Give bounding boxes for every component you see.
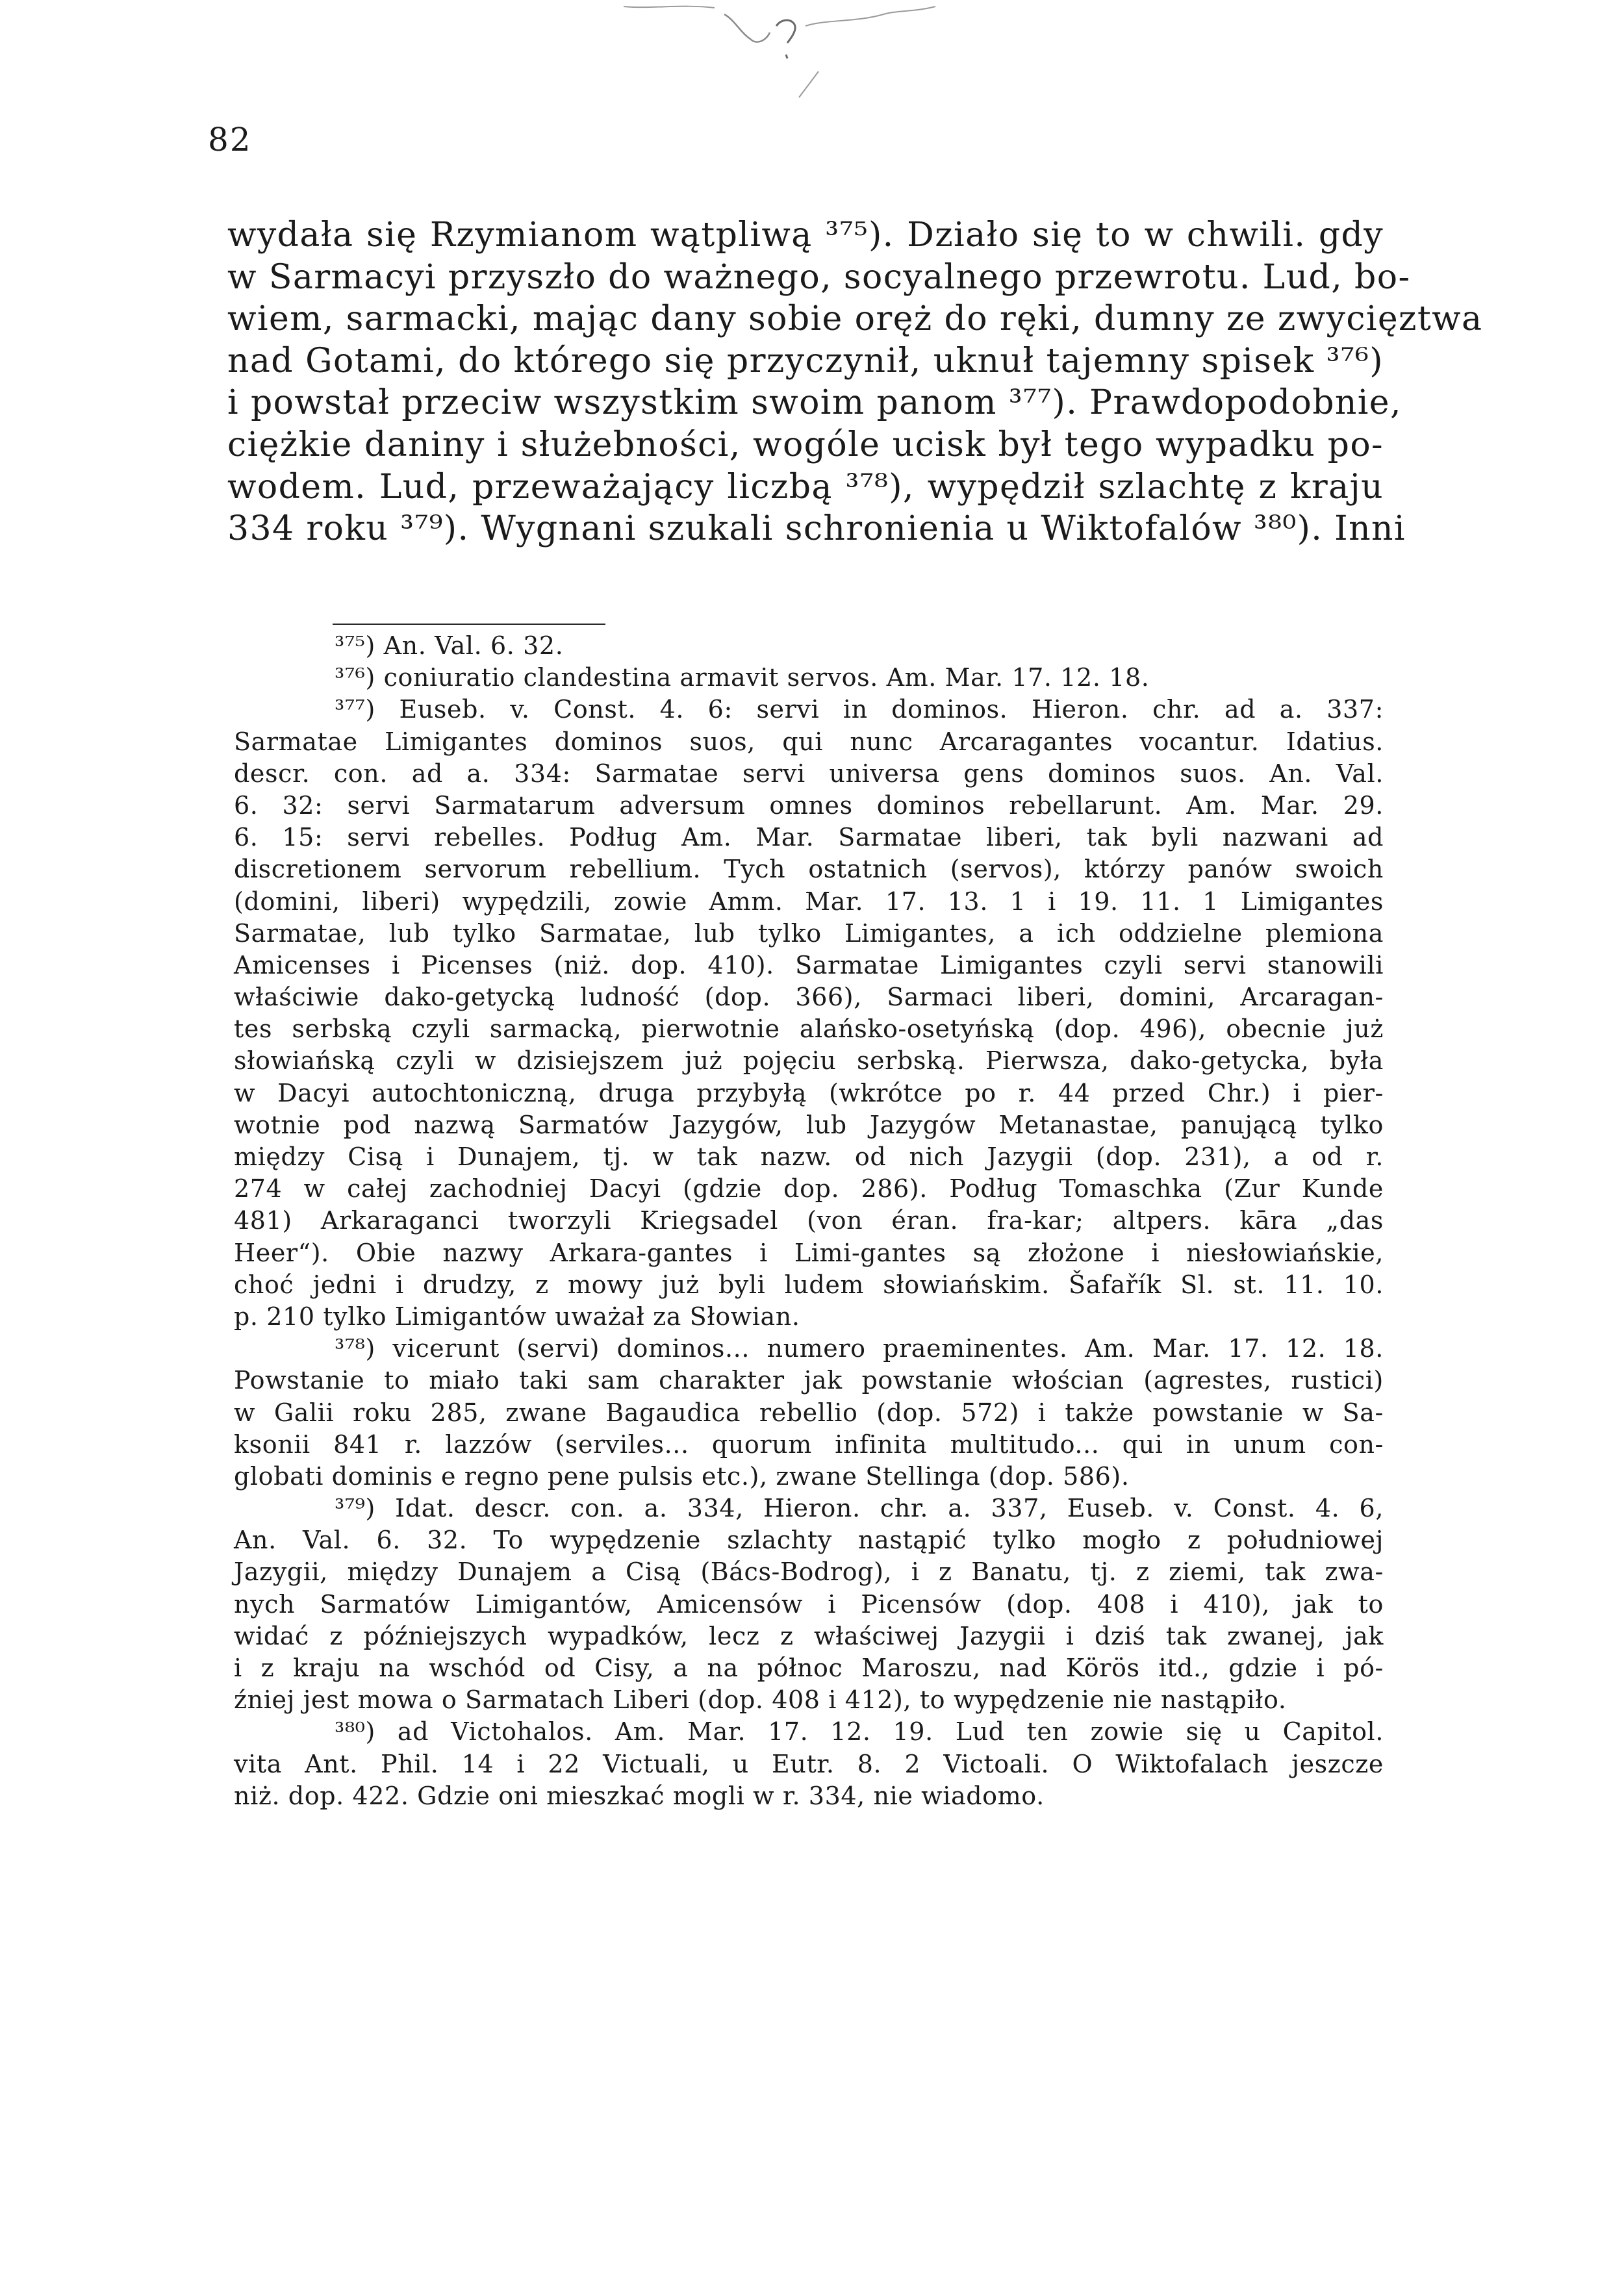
footnote-line: ³⁷⁹) Idat. descr. con. a. 334, Hieron. chr. a. 337, Euseb. v. Const. 4. 6,	[335, 1494, 1384, 1523]
footnote-line: ³⁷⁷) Euseb. v. Const. 4. 6: servi in dominos. Hieron. chr. ad a. 337:	[335, 695, 1384, 724]
footnote-line: nych Sarmatów Limigantów, Amicensów i Picensów (dop. 408 i 410), jak to	[234, 1589, 1384, 1619]
footnote-line: 481) Arkaraganci tworzyli Kriegsadel (von éran. fra-kar; altpers. kāra „das	[234, 1206, 1384, 1235]
footnote-line: Heer“). Obie nazwy Arkara-gantes i Limi-gantes są złożone i niesłowiańskie,	[234, 1238, 1384, 1267]
footnote-line: p. 210 tylko Limigantów uważał za Słowian.	[234, 1302, 800, 1331]
main-text-line: nad Gotami, do którego się przyczynił, uknuł tajemny spisek ³⁷⁶)	[227, 341, 1384, 381]
footnote-line: tes serbską czyli sarmacką, pierwotnie alańsko-osetyńską (dop. 496), obecnie już	[234, 1015, 1384, 1044]
footnote-line: wotnie pod nazwą Sarmatów Jazygów, lub Jazygów Metanastae, panującą tylko	[234, 1110, 1384, 1139]
footnote-line: słowiańską czyli w dzisiejszem już pojęciu serbską. Pierwsza, dako-getycka, była	[234, 1046, 1384, 1076]
footnote-line: Powstanie to miało taki sam charakter jak powstanie włościan (agrestes, rustici)	[234, 1366, 1384, 1395]
footnote	[234, 630, 1384, 662]
footnote-line: w Galii roku 285, zwane Bagaudica rebellio (dop. 572) i także powstanie w Sa-	[234, 1398, 1384, 1427]
footnote-line: An. Val. 6. 32. To wypędzenie szlachty nastąpić tylko mogło z południowej	[234, 1526, 1384, 1555]
footnote-line: (domini, liberi) wypędzili, zowie Amm. Mar. 17. 13. 1 i 19. 11. 1 Limigantes	[234, 887, 1384, 916]
footnote-line: widać z późniejszych wypadków, lecz z właściwej Jazygii i dziś tak zwanej, jak	[234, 1621, 1384, 1650]
main-text-line: ciężkie daniny i służebności, wogóle ucisk był tego wypadku po-	[227, 425, 1384, 464]
main-text-line: wydała się Rzymianom wątpliwą ³⁷⁵). Działo się to w chwili. gdy	[227, 216, 1384, 255]
main-text	[227, 214, 1483, 550]
footnote	[234, 1716, 1384, 1812]
footnote	[234, 1493, 1384, 1716]
page-number: 82	[208, 121, 252, 158]
pencil-scribble-mark	[611, 0, 961, 104]
main-text-line: w Sarmacyi przyszło do ważnego, socyalnego przewrotu. Lud, bo-	[227, 257, 1411, 297]
footnotes	[234, 630, 1384, 1812]
footnote-line: niż. dop. 422. Gdzie oni mieszkać mogli w r. 334, nie wiadomo.	[234, 1781, 1045, 1810]
footnote-line: między Cisą i Dunajem, tj. w tak nazw. od nich Jazygii (dop. 231), a od r.	[234, 1142, 1384, 1171]
main-text-line: 334 roku ³⁷⁹). Wygnani szukali schronienia u Wiktofalów ³⁸⁰). Inni	[227, 509, 1406, 549]
footnote	[234, 662, 1384, 694]
footnote-line: ³⁷⁶) coniuratio clandestina armavit servos. Am. Mar. 17. 12. 18.	[335, 663, 1150, 692]
footnote-line: 6. 32: servi Sarmatarum adversum omnes dominos rebellarunt. Am. Mar. 29.	[234, 790, 1384, 820]
main-text-line: i powstał przeciw wszystkim swoim panom ³⁷⁷). Prawdopodobnie,	[227, 383, 1402, 423]
footnote-line: ³⁸⁰) ad Victohalos. Am. Mar. 17. 12. 19. Lud ten zowie się u Capitol.	[335, 1717, 1384, 1747]
main-text-line: wiem, sarmacki, mając dany sobie oręż do ręki, dumny ze zwycięztwa	[227, 299, 1483, 339]
footnote-line: discretionem servorum rebellium. Tych ostatnich (servos), którzy panów swoich	[234, 855, 1384, 884]
footnote-line: 6. 15: servi rebelles. Podług Am. Mar. Sarmatae liberi, tak byli nazwani ad	[234, 823, 1384, 852]
footnote-line: Sarmatae Limigantes dominos suos, qui nunc Arcaragantes vocantur. Idatius.	[234, 727, 1384, 756]
footnote-line: i z kraju na wschód od Cisy, a na północ Maroszu, nad Körös itd., gdzie i pó-	[234, 1654, 1384, 1682]
main-text-line: wodem. Lud, przeważający liczbą ³⁷⁸), wypędził szlachtę z kraju	[227, 467, 1384, 507]
footnote-line: Amicenses i Picenses (niż. dop. 410). Sarmatae Limigantes czyli servi stanowili	[234, 950, 1384, 979]
footnote-line: ksonii 841 r. lazzów (serviles... quorum infinita multitudo... qui in unum con-	[234, 1430, 1384, 1459]
footnote-divider	[333, 624, 605, 625]
footnote	[234, 694, 1384, 1333]
footnote	[234, 1333, 1384, 1493]
footnote-line: descr. con. ad a. 334: Sarmatae servi universa gens dominos suos. An. Val.	[234, 759, 1384, 788]
footnote-line: ³⁷⁸) vicerunt (servi) dominos... numero praeminentes. Am. Mar. 17. 12. 18.	[335, 1334, 1384, 1363]
footnote-line: 274 w całej zachodniej Dacyi (gdzie dop. 286). Podług Tomaschka (Zur Kunde	[234, 1174, 1384, 1204]
footnote-line: w Dacyi autochtoniczną, druga przybyłą (wkrótce po r. 44 przed Chr.) i pier-	[234, 1078, 1384, 1107]
footnote-line: ³⁷⁵) An. Val. 6. 32.	[335, 631, 564, 660]
footnote-line: źniej jest mowa o Sarmatach Liberi (dop. 408 i 412), to wypędzenie nie nastąpiło.	[234, 1685, 1287, 1715]
footnote-line: Jazygii, między Dunajem a Cisą (Bács-Bodrog), i z Banatu, tj. z ziemi, tak zwa-	[234, 1558, 1384, 1587]
footnote-line: choć jedni i drudzy, z mowy już byli ludem słowiańskim. Šafařík Sl. st. 11. 10.	[234, 1270, 1384, 1299]
footnote-line: vita Ant. Phil. 14 i 22 Victuali, u Eutr. 8. 2 Victoali. O Wiktofalach jeszcze	[234, 1749, 1384, 1778]
footnote-line: Sarmatae, lub tylko Sarmatae, lub tylko Limigantes, a ich oddzielne plemiona	[234, 918, 1384, 948]
footnote-line: globati dominis e regno pene pulsis etc.), zwane Stellinga (dop. 586).	[234, 1461, 1130, 1491]
footnote-line: właściwie dako-getycką ludność (dop. 366), Sarmaci liberi, domini, Arcaragan-	[234, 983, 1384, 1012]
